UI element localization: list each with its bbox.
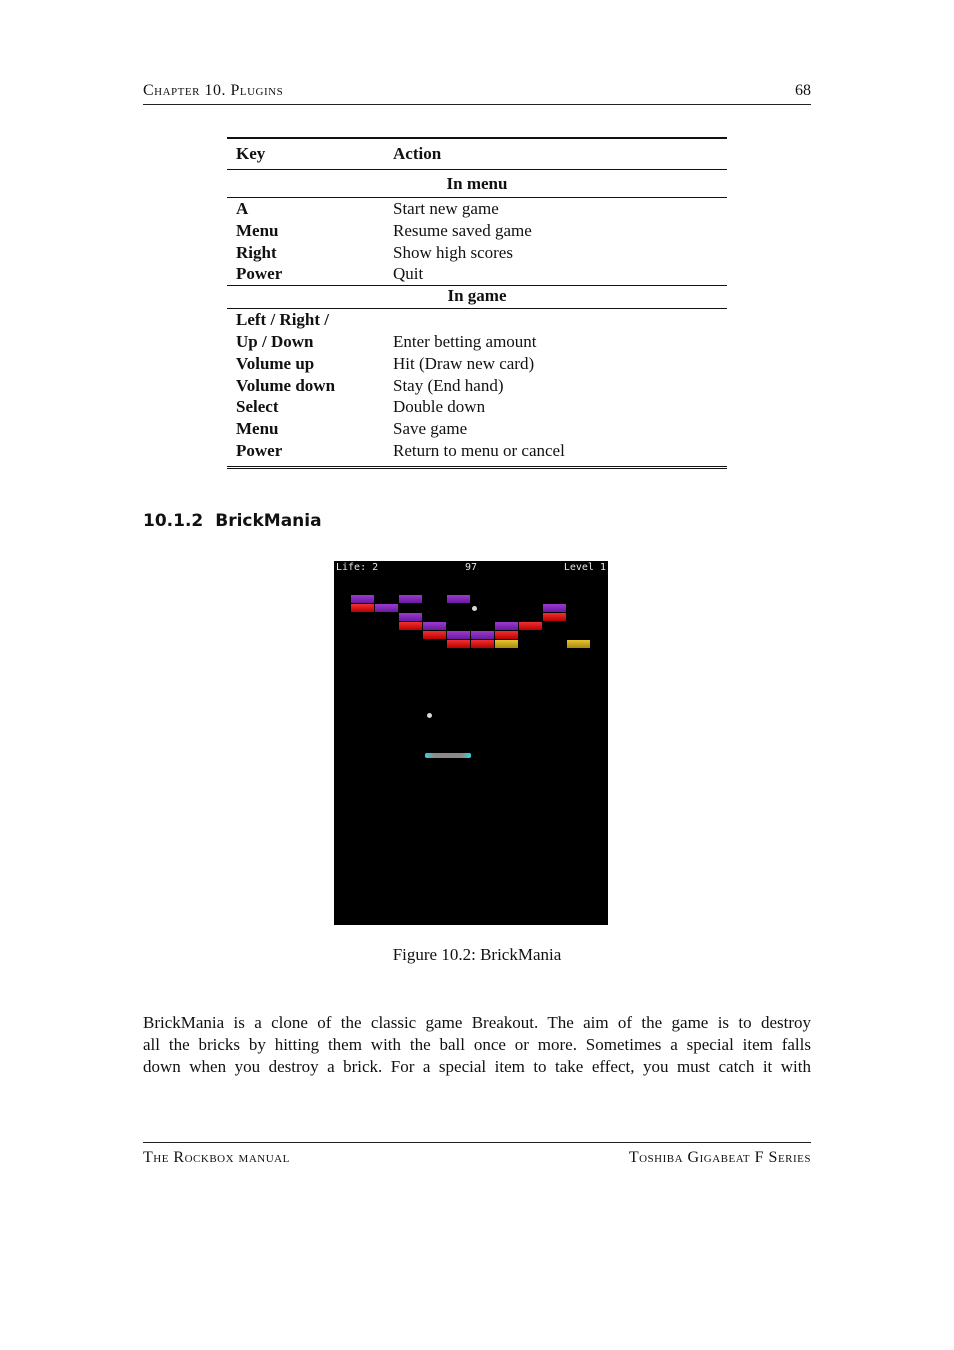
section-in-game: In game [227, 285, 727, 309]
chapter-title: Chapter 10. Plugins [143, 82, 284, 99]
brick [543, 613, 566, 621]
brick [567, 640, 590, 648]
brick [471, 640, 494, 648]
action-cell: Start new game [393, 199, 499, 218]
section-in-menu: In menu [227, 170, 727, 198]
table-row [227, 440, 727, 462]
paragraph-line: down when you destroy a brick. For a special item to take effect, you must catch it with [143, 1056, 811, 1076]
body-paragraph [143, 1012, 811, 1077]
action-cell [393, 309, 727, 331]
brick [495, 622, 518, 630]
table-rule [227, 468, 727, 469]
table-row [227, 309, 727, 331]
action-cell: Resume saved game [393, 220, 532, 240]
action-cell: Stay (End hand) [393, 375, 504, 395]
brick [351, 604, 374, 612]
table-row [227, 263, 727, 285]
table-row [227, 242, 727, 264]
key-cell: Menu [236, 220, 279, 240]
table-rule [227, 464, 727, 467]
life-counter: Life: 2 [336, 562, 379, 573]
action-cell: Save game [393, 419, 468, 439]
action-cell: Return to menu or cancel [393, 440, 565, 460]
device-series: Toshiba Gigabeat F Series [628, 1149, 811, 1166]
action-cell: Double down [393, 397, 486, 417]
brickmania-screenshot [334, 561, 608, 925]
key-table [227, 137, 727, 469]
brick [447, 595, 470, 603]
level-display: Level 1 [563, 562, 606, 573]
key-cell: Volume up [236, 353, 315, 373]
key-cell: Left / Right / [236, 310, 330, 330]
ball [472, 606, 477, 611]
action-cell: Quit [393, 264, 424, 284]
brick [351, 595, 374, 603]
key-cell: Menu [236, 419, 279, 439]
subsection-number: 10.1.2 [143, 511, 204, 531]
brick [495, 640, 518, 648]
key-cell: Right [236, 242, 277, 262]
action-cell: Enter betting amount [393, 331, 537, 351]
action-cell: Show high scores [393, 242, 513, 262]
table-row [227, 198, 727, 220]
brick [543, 604, 566, 612]
table-header [227, 139, 727, 170]
paddle [425, 753, 471, 758]
table-row [227, 418, 727, 440]
brick [471, 631, 494, 639]
figure-caption: Figure 10.2: BrickMania [392, 945, 562, 964]
brick [519, 622, 542, 630]
key-cell: Power [236, 264, 283, 284]
table-row [227, 220, 727, 242]
key-cell: Up / Down [236, 331, 314, 351]
brick [399, 595, 422, 603]
paragraph-line: BrickMania is a clone of the classic game Breakout. The aim of the game is to destroy [143, 1013, 811, 1032]
brick [399, 613, 422, 621]
brick [495, 631, 518, 639]
running-header [143, 82, 811, 105]
table-row [227, 331, 727, 353]
brick [423, 622, 446, 630]
subsection-title: BrickMania [215, 511, 322, 531]
brick [447, 640, 470, 648]
table-row [227, 375, 727, 397]
ball [427, 713, 432, 718]
brick [423, 631, 446, 639]
key-cell: Volume down [236, 375, 336, 395]
manual-title: The Rockbox manual [143, 1149, 290, 1166]
action-cell: Hit (Draw new card) [393, 353, 535, 373]
score-display: 97 [465, 562, 478, 573]
page-number: 68 [795, 82, 811, 99]
action-column-header: Action [393, 144, 442, 163]
key-column-header: Key [236, 144, 266, 163]
table-row [227, 353, 727, 375]
paragraph-line: all the bricks by hitting them with the ball once or more. Sometimes a special item falls [143, 1034, 811, 1054]
key-cell: A [236, 199, 249, 218]
running-footer [143, 1142, 811, 1166]
brick [399, 622, 422, 630]
brick [447, 631, 470, 639]
key-cell: Select [236, 397, 279, 417]
brick [375, 604, 398, 612]
subsection-heading [143, 511, 322, 531]
table-row [227, 396, 727, 418]
key-cell: Power [236, 440, 283, 460]
